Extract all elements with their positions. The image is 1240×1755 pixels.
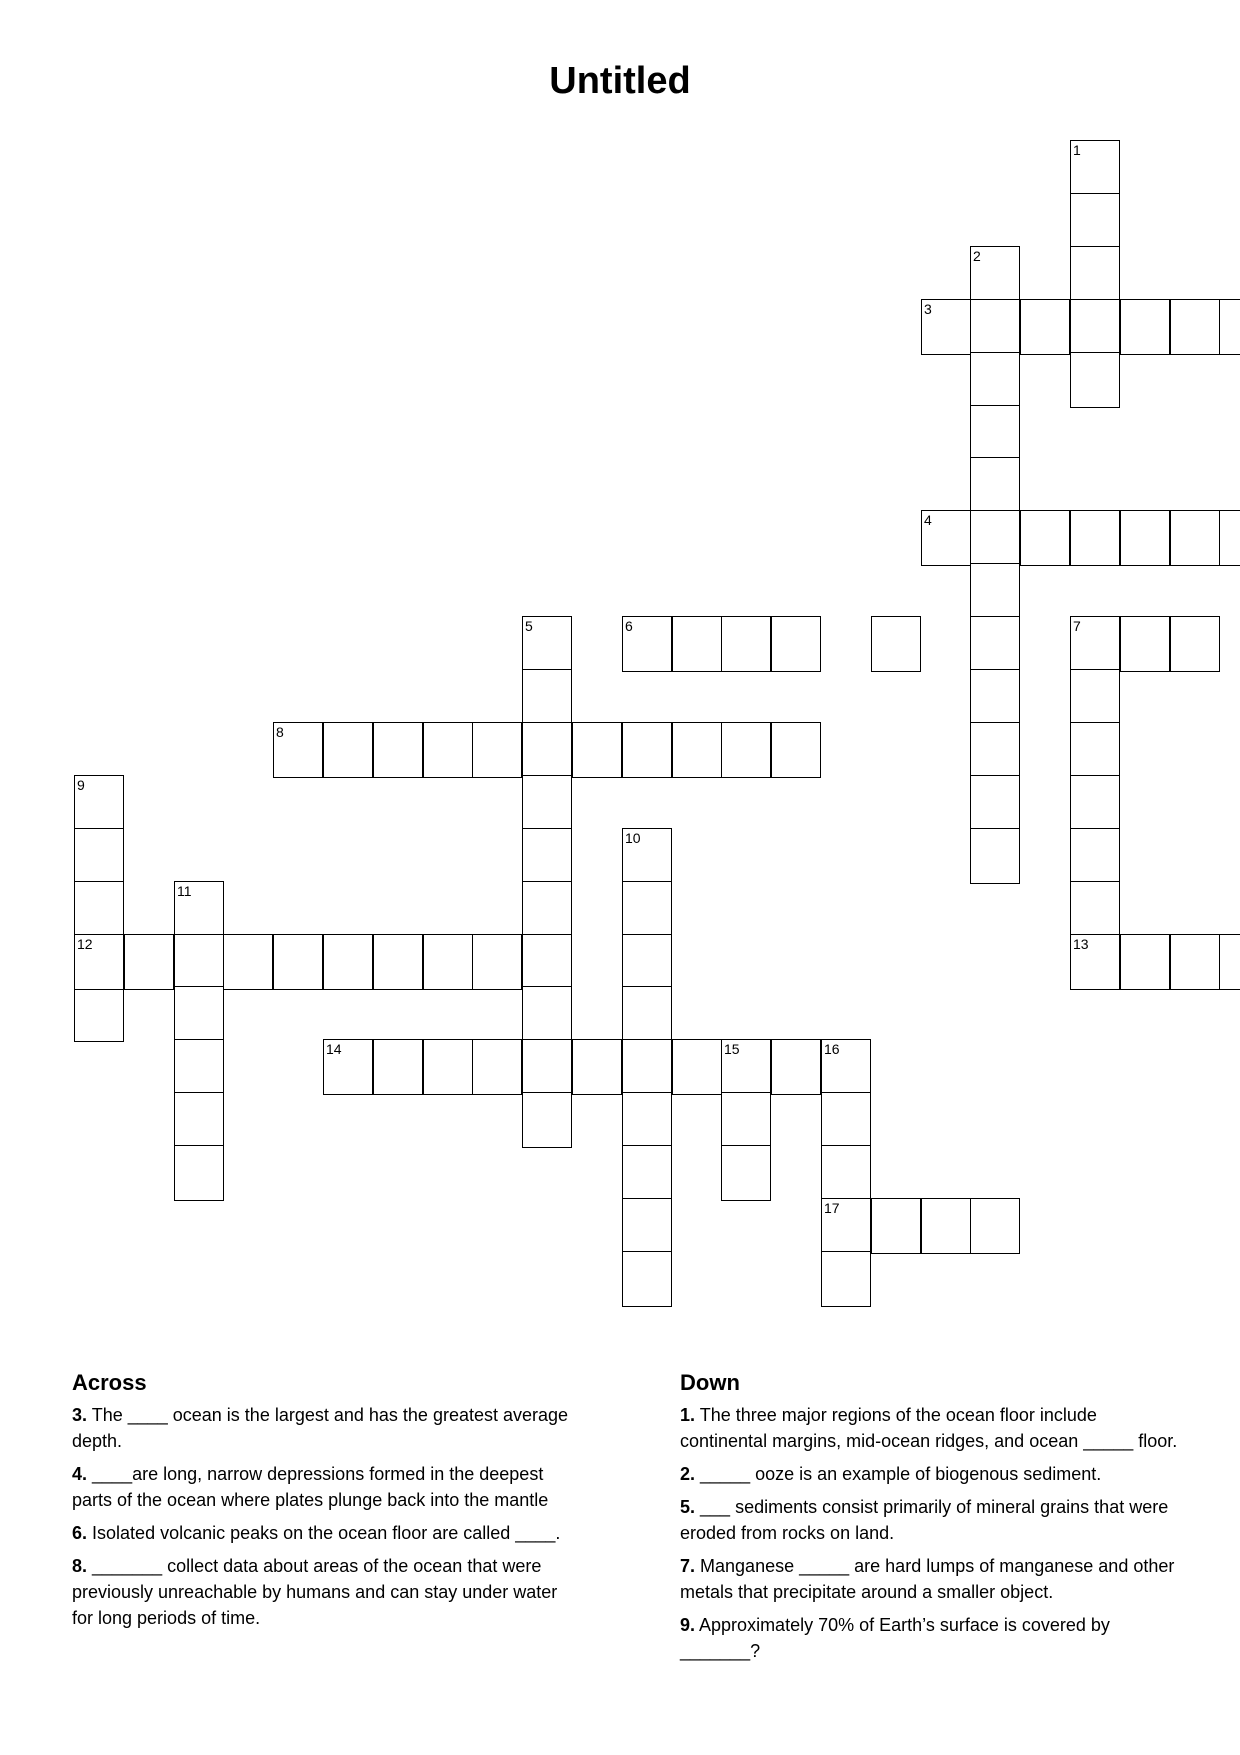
cell-number: 12: [77, 936, 93, 952]
cell-number: 10: [625, 830, 641, 846]
grid-cell[interactable]: [1070, 934, 1120, 990]
grid-cell[interactable]: [1070, 510, 1120, 566]
cell-number: 3: [924, 301, 932, 317]
grid-cell[interactable]: [970, 563, 1020, 619]
cell-number: 9: [77, 777, 85, 793]
grid-cell[interactable]: [821, 1251, 871, 1307]
grid-cell[interactable]: [472, 1039, 522, 1095]
clue-across-6: [72, 1520, 572, 1546]
clue-text: Approximately 70% of Earth’s surface is covered by _______?: [680, 1615, 1110, 1661]
clue-down-5: [680, 1494, 1180, 1546]
grid-cell[interactable]: [871, 616, 921, 672]
page-title: Untitled: [549, 60, 691, 102]
grid-cell[interactable]: [174, 1145, 224, 1201]
grid-cell[interactable]: [721, 1092, 771, 1148]
grid-cell[interactable]: [373, 722, 423, 778]
grid-cell[interactable]: [1170, 299, 1220, 355]
clue-number: 7.: [680, 1556, 696, 1576]
down-clues: [680, 1370, 1180, 1671]
grid-cell[interactable]: [771, 1039, 821, 1095]
grid-cell[interactable]: [323, 1039, 373, 1095]
grid-cell[interactable]: [622, 1092, 672, 1148]
grid-cell[interactable]: [721, 1145, 771, 1201]
grid-cell[interactable]: [472, 722, 522, 778]
grid-cell[interactable]: [522, 881, 572, 937]
grid-cell[interactable]: [970, 510, 1020, 566]
grid-cell[interactable]: [1120, 510, 1170, 566]
grid-cell[interactable]: [522, 934, 572, 990]
grid-cell[interactable]: [721, 722, 771, 778]
grid-cell[interactable]: [821, 1198, 871, 1254]
grid-cell[interactable]: [223, 934, 273, 990]
grid-cell[interactable]: [1070, 828, 1120, 884]
grid-cell[interactable]: [622, 722, 672, 778]
grid-cell[interactable]: [572, 1039, 622, 1095]
down-heading: Down: [680, 1370, 740, 1395]
grid-cell[interactable]: [672, 616, 722, 672]
grid-cell[interactable]: [672, 722, 722, 778]
clue-number: 1.: [680, 1405, 696, 1425]
clue-number: 3.: [72, 1405, 88, 1425]
grid-cell[interactable]: [970, 405, 1020, 461]
cell-number: 15: [724, 1041, 740, 1057]
grid-cell[interactable]: [970, 828, 1020, 884]
grid-cell[interactable]: [721, 1039, 771, 1095]
clue-number: 8.: [72, 1556, 88, 1576]
grid-cell[interactable]: [522, 828, 572, 884]
grid-cell[interactable]: [970, 775, 1020, 831]
grid-cell[interactable]: [74, 934, 124, 990]
grid-cell[interactable]: [1170, 510, 1220, 566]
clue-number: 5.: [680, 1497, 696, 1517]
clue-across-4: [72, 1461, 572, 1513]
clue-text: Manganese _____ are hard lumps of manganese and other metals that precipitate around a smaller object.: [680, 1556, 1175, 1602]
grid-cell[interactable]: [622, 616, 672, 672]
grid-cell[interactable]: [622, 1145, 672, 1201]
grid-cell[interactable]: [1070, 669, 1120, 725]
grid-cell[interactable]: [522, 669, 572, 725]
grid-cell[interactable]: [1070, 616, 1120, 672]
grid-cell[interactable]: [572, 722, 622, 778]
clue-text: ____are long, narrow depressions formed in the deepest parts of the ocean where plates plunge back into the mantle: [72, 1464, 549, 1510]
grid-cell[interactable]: [1120, 616, 1170, 672]
grid-cell[interactable]: [373, 934, 423, 990]
grid-cell[interactable]: [472, 934, 522, 990]
grid-cell[interactable]: [672, 1039, 722, 1095]
grid-cell[interactable]: [970, 616, 1020, 672]
grid-cell[interactable]: [174, 881, 224, 937]
cell-number: 2: [973, 248, 981, 264]
cell-number: 16: [824, 1041, 840, 1057]
grid-cell[interactable]: [74, 881, 124, 937]
clue-number: 9.: [680, 1615, 696, 1635]
grid-cell[interactable]: [1219, 934, 1240, 990]
clue-text: _____ ooze is an example of biogenous sediment.: [700, 1464, 1102, 1484]
cell-number: 5: [525, 618, 533, 634]
grid-cell[interactable]: [622, 881, 672, 937]
grid-cell[interactable]: [1120, 299, 1170, 355]
clue-down-7: [680, 1553, 1180, 1605]
grid-cell[interactable]: [522, 1039, 572, 1095]
grid-cell[interactable]: [1070, 775, 1120, 831]
grid-cell[interactable]: [622, 828, 672, 884]
grid-cell[interactable]: [970, 246, 1020, 302]
clue-text: The three major regions of the ocean floor include continental margins, mid-ocean ridges, and ocean _____ floor.: [680, 1405, 1178, 1451]
grid-cell[interactable]: [423, 722, 473, 778]
clue-text: Isolated volcanic peaks on the ocean floor are called ____.: [92, 1523, 561, 1543]
grid-cell[interactable]: [1170, 934, 1220, 990]
grid-cell[interactable]: [721, 616, 771, 672]
grid-cell[interactable]: [74, 828, 124, 884]
grid-cell[interactable]: [622, 1039, 672, 1095]
clue-text: ___ sediments consist primarily of mineral grains that were eroded from rocks on land.: [680, 1497, 1169, 1543]
grid-cell[interactable]: [1020, 299, 1070, 355]
grid-cell[interactable]: [622, 934, 672, 990]
grid-cell[interactable]: [1070, 193, 1120, 249]
grid-cell[interactable]: [622, 1198, 672, 1254]
grid-cell[interactable]: [970, 299, 1020, 355]
grid-cell[interactable]: [174, 934, 224, 990]
grid-cell[interactable]: [74, 986, 124, 1042]
grid-cell[interactable]: [821, 1145, 871, 1201]
grid-cell[interactable]: [423, 1039, 473, 1095]
grid-cell[interactable]: [1219, 299, 1240, 355]
clue-across-8: [72, 1553, 572, 1631]
grid-cell[interactable]: [771, 722, 821, 778]
grid-cell[interactable]: [323, 934, 373, 990]
grid-cell[interactable]: [921, 1198, 971, 1254]
clue-number: 6.: [72, 1523, 88, 1543]
grid-cell[interactable]: [273, 722, 323, 778]
cell-number: 4: [924, 512, 932, 528]
grid-cell[interactable]: [522, 1092, 572, 1148]
grid-cell[interactable]: [423, 934, 473, 990]
clue-text: The ____ ocean is the largest and has the greatest average depth.: [72, 1405, 569, 1451]
grid-cell[interactable]: [174, 1092, 224, 1148]
grid-cell[interactable]: [921, 510, 971, 566]
grid-cell[interactable]: [1070, 881, 1120, 937]
cell-number: 11: [177, 883, 192, 899]
grid-cell[interactable]: [1219, 510, 1240, 566]
cell-number: 6: [625, 618, 633, 634]
grid-cell[interactable]: [1070, 722, 1120, 778]
clue-across-3: [72, 1402, 572, 1454]
grid-cell[interactable]: [522, 775, 572, 831]
grid-cell[interactable]: [622, 986, 672, 1042]
grid-cell[interactable]: [124, 934, 174, 990]
grid-cell[interactable]: [970, 669, 1020, 725]
across-clues: [72, 1370, 572, 1638]
clue-number: 2.: [680, 1464, 696, 1484]
grid-cell[interactable]: [323, 722, 373, 778]
grid-cell[interactable]: [821, 1039, 871, 1095]
grid-cell[interactable]: [970, 1198, 1020, 1254]
grid-cell[interactable]: [622, 1251, 672, 1307]
clue-text: _______ collect data about areas of the ocean that were previously unreachable by humans and can stay under water for long periods of time.: [72, 1556, 558, 1628]
grid-cell[interactable]: [871, 1198, 921, 1254]
grid-cell[interactable]: [771, 616, 821, 672]
cell-number: 13: [1073, 936, 1089, 952]
grid-cell[interactable]: [970, 352, 1020, 408]
clue-number: 4.: [72, 1464, 88, 1484]
cell-number: 8: [276, 724, 284, 740]
grid-cell[interactable]: [970, 457, 1020, 513]
cell-number: 7: [1073, 618, 1081, 634]
clue-down-1: [680, 1402, 1180, 1454]
grid-cell[interactable]: [1170, 616, 1220, 672]
grid-cell[interactable]: [74, 775, 124, 831]
grid-cell[interactable]: [921, 299, 971, 355]
cell-number: 14: [326, 1041, 342, 1057]
clue-down-9: [680, 1612, 1180, 1664]
grid-cell[interactable]: [1120, 934, 1170, 990]
grid-cell[interactable]: [1020, 510, 1070, 566]
grid-cell[interactable]: [373, 1039, 423, 1095]
grid-cell[interactable]: [821, 1092, 871, 1148]
grid-cell[interactable]: [1070, 299, 1120, 355]
grid-cell[interactable]: [970, 722, 1020, 778]
cell-number: 1: [1073, 142, 1081, 158]
grid-cell[interactable]: [174, 986, 224, 1042]
grid-cell[interactable]: [273, 934, 323, 990]
cell-number: 17: [824, 1200, 840, 1216]
grid-cell[interactable]: [1070, 246, 1120, 302]
grid-cell[interactable]: [522, 722, 572, 778]
grid-cell[interactable]: [522, 986, 572, 1042]
grid-cell[interactable]: [522, 616, 572, 672]
grid-cell[interactable]: [174, 1039, 224, 1095]
clue-down-2: [680, 1461, 1180, 1487]
grid-cell[interactable]: [1070, 352, 1120, 408]
grid-cell[interactable]: [1070, 140, 1120, 196]
across-heading: Across: [72, 1370, 147, 1395]
